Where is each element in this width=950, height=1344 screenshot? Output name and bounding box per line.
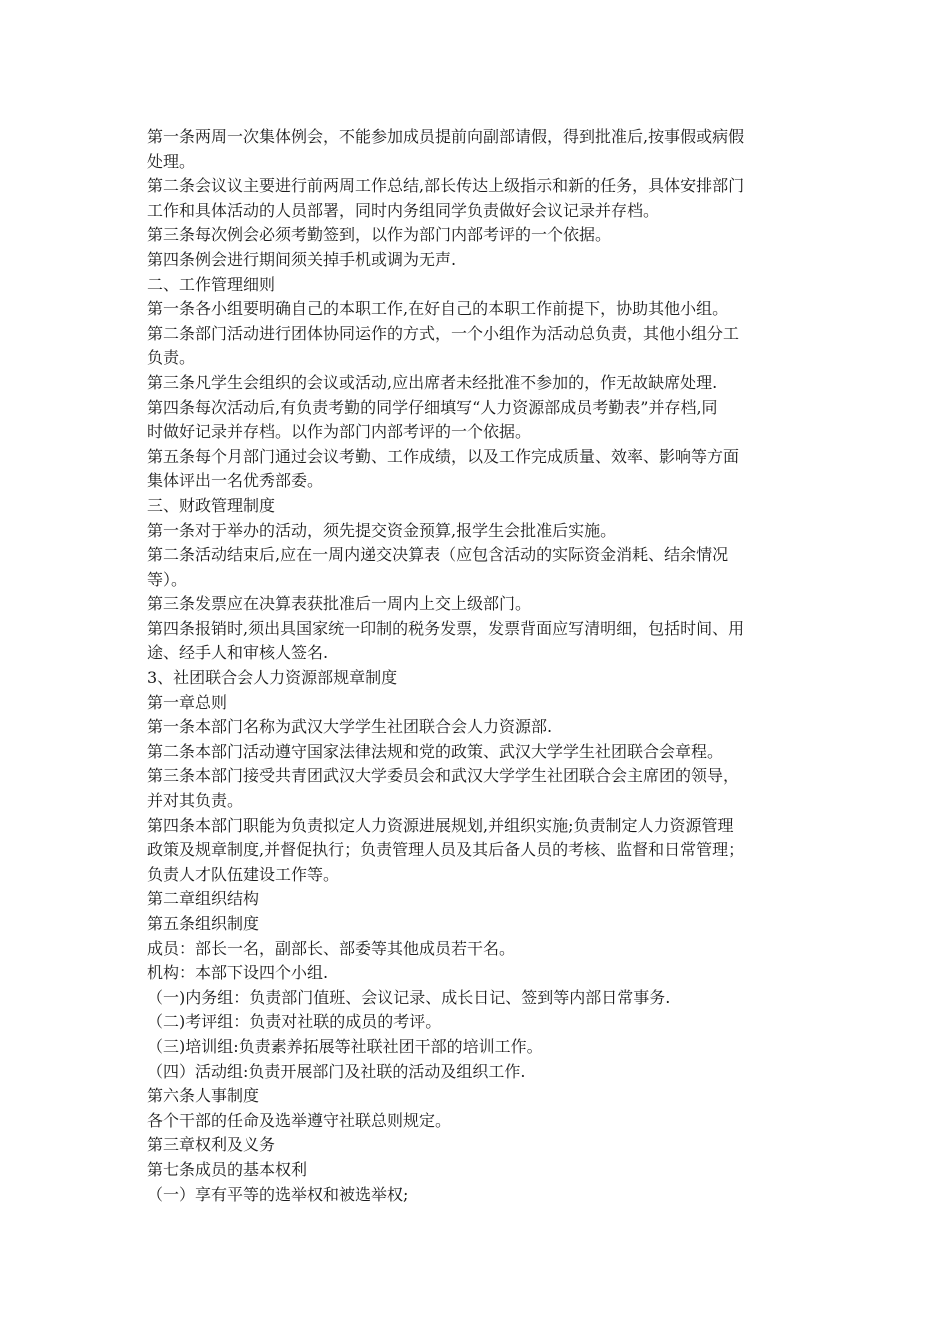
text-line: 第四条例会进行期间须关掉手机或调为无声. <box>147 249 457 269</box>
text-line: 第四条每次活动后,有负责考勤的同学仔细填写“人力资源部成员考勤表”并存档,同 <box>147 397 718 417</box>
text-line: 第四条报销时,须出具国家统一印制的税务发票，发票背面应写清明细，包括时间、用 <box>147 618 745 638</box>
chapter-heading: 第一章总则 <box>147 692 228 712</box>
text-line: 第三条发票应在决算表获批准后一周内上交上级部门。 <box>147 594 532 614</box>
list-item: （二)考评组：负责对社联的成员的考评。 <box>147 1012 442 1032</box>
list-item: （一）享有平等的选举权和被选举权; <box>147 1184 409 1204</box>
section-heading: 3、社团联合会人力资源部规章制度 <box>147 668 398 688</box>
list-item: （三)培训组:负责素养拓展等社联社团干部的培训工作。 <box>147 1036 543 1056</box>
text-line: 第三条凡学生会组织的会议或活动,应出席者未经批准不参加的，作无故缺席处理. <box>147 372 718 392</box>
text-line: 途、经手人和审核人签名. <box>147 643 329 663</box>
text-line: 等）。 <box>147 569 188 589</box>
text-line: 第一条对于举办的活动，须先提交资金预算,报学生会批准后实施。 <box>147 520 617 540</box>
text-line: 第二条部门活动进行团体协同运作的方式，一个小组作为活动总负责，其他小组分工 <box>147 323 740 343</box>
text-line: 负责。 <box>147 348 196 368</box>
list-item: （四）活动组:负责开展部门及社联的活动及组织工作. <box>147 1061 526 1081</box>
section-heading: 二、工作管理细则 <box>147 274 276 294</box>
text-line: 第五条每个月部门通过会议考勤、工作成绩，以及工作完成质量、效率、影响等方面 <box>147 446 740 466</box>
text-line: 负责人才队伍建设工作等。 <box>147 864 340 884</box>
text-line: 第七条成员的基本权利 <box>147 1159 308 1179</box>
text-line: 各个干部的任命及选举遵守社联总则规定。 <box>147 1110 452 1130</box>
text-line: 并对其负责。 <box>147 791 244 811</box>
text-line: 第四条本部门职能为负责拟定人力资源进展规划,并组织实施;负责制定人力资源管理 <box>147 815 734 835</box>
text-line: 第五条组织制度 <box>147 914 260 933</box>
text-line: 政策及规章制度,并督促执行；负责管理人员及其后备人员的考核、监督和日常管理； <box>147 840 745 860</box>
text-line: 集体评出一名优秀部委。 <box>147 471 324 491</box>
text-line: 第六条人事制度 <box>147 1086 260 1106</box>
text-line: 第一条本部门名称为武汉大学学生社团联合会人力资源部. <box>147 717 553 737</box>
text-line: 机构：本部下设四个小组. <box>147 963 329 983</box>
text-line: 第二条本部门活动遵守国家法律法规和党的政策、武汉大学学生社团联合会章程。 <box>147 741 724 761</box>
text-line: 工作和具体活动的人员部署，同时内务组同学负责做好会议记录并存档。 <box>147 200 660 220</box>
document-body <box>147 125 817 1207</box>
list-item: （一)内务组：负责部门值班、会议记录、成长日记、签到等内部日常事务. <box>147 987 671 1007</box>
chapter-heading: 第三章权利及义务 <box>147 1135 276 1155</box>
text-line: 时做好记录并存档。以作为部门内部考评的一个依据。 <box>147 422 532 442</box>
text-line: 第一条各小组要明确自己的本职工作,在好自己的本职工作前提下，协助其他小组。 <box>147 299 729 319</box>
text-line: 成员：部长一名，副部长、部委等其他成员若干名。 <box>147 938 516 958</box>
text-line: 处理。 <box>147 151 196 171</box>
text-line: 第三条本部门接受共青团武汉大学委员会和武汉大学学生社团联合会主席团的领导， <box>147 766 740 786</box>
text-line: 第三条每次例会必须考勤签到，以作为部门内部考评的一个依据。 <box>147 225 612 245</box>
section-heading: 三、财政管理制度 <box>147 495 276 515</box>
text-line: 第二条会议议主要进行前两周工作总结,部长传达上级指示和新的任务，具体安排部门 <box>147 176 745 196</box>
chapter-heading: 第二章组织结构 <box>147 889 260 909</box>
text-line: 第二条活动结束后,应在一周内递交决算表（应包含活动的实际资金消耗、结余情况 <box>147 545 729 565</box>
text-line: 第一条两周一次集体例会，不能参加成员提前向副部请假，得到批准后,按事假或病假 <box>147 127 745 146</box>
